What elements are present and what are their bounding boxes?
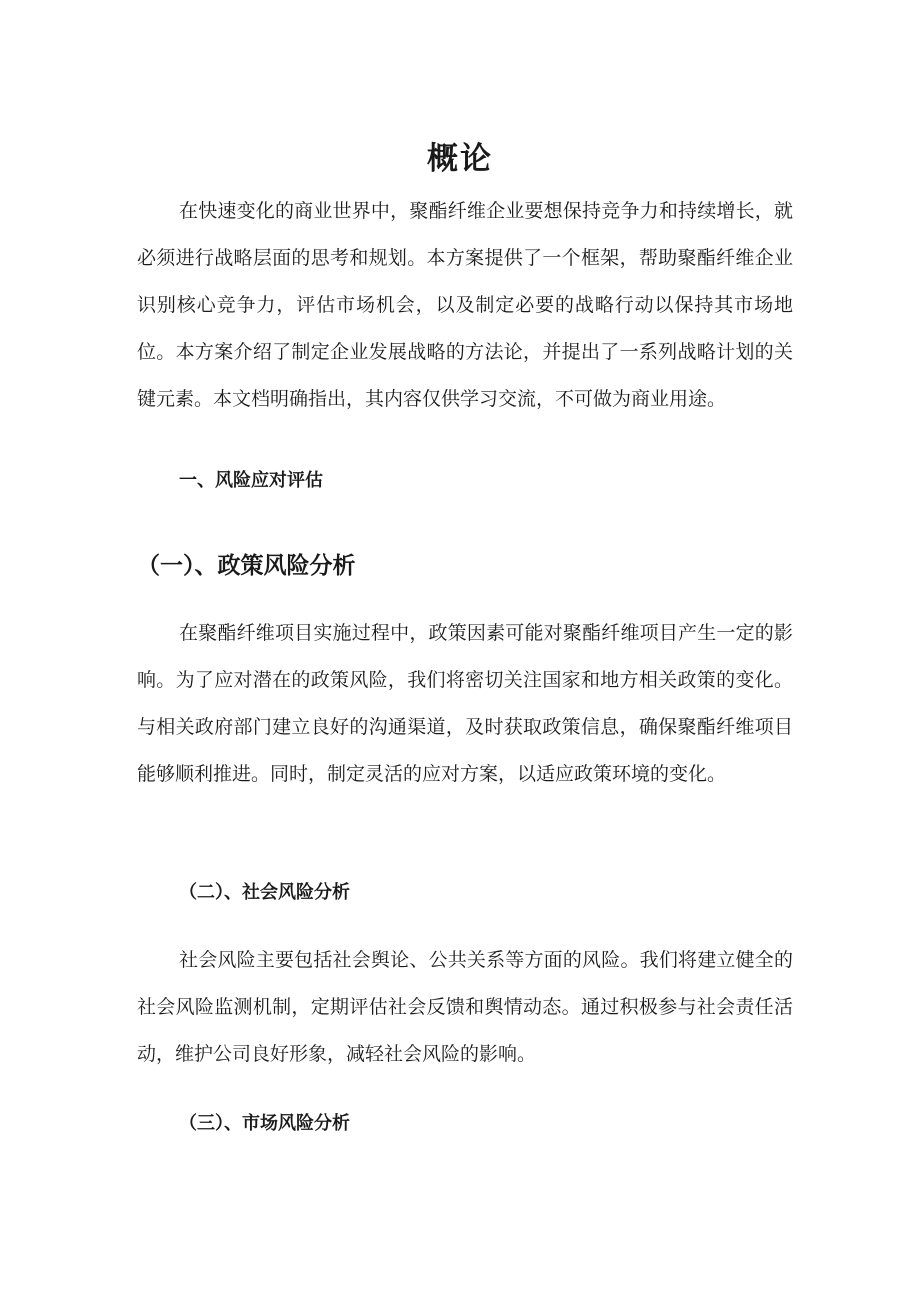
intro-paragraph: 在快速变化的商业世界中，聚酯纤维企业要想保持竞争力和持续增长，就必须进行战略层面的思考和规划。本方案提供了一个框架，帮助聚酯纤维企业识别核心竞争力，评估市场机会，以及制定必要的战略行动以保持其市场地位。本方案介绍了制定企业发展战略的方法论，并提出了一系列战略计划的关键元素。本文档明确指出，其内容仅供学习交流，不可做为商业用途。 (137, 200, 793, 410)
subsection-heading-market-risk: （三）、市场风险分析 (179, 1113, 350, 1134)
subsection-heading-policy-risk: （一）、政策风险分析 (137, 552, 356, 579)
section-heading-risk-assessment: 一、风险应对评估 (179, 470, 323, 491)
social-risk-paragraph: 社会风险主要包括社会舆论、公共关系等方面的风险。我们将建立健全的社会风险监测机制，定期评估社会反馈和舆情动态。通过积极参与社会责任活动，维护公司良好形象，减轻社会风险的影响。 (137, 949, 793, 1065)
document-title: 概论 (427, 140, 493, 177)
policy-risk-paragraph: 在聚酯纤维项目实施过程中，政策因素可能对聚酯纤维项目产生一定的影响。为了应对潜在的政策风险，我们将密切关注国家和地方相关政策的变化。与相关政府部门建立良好的沟通渠道，及时获取政策信息，确保聚酯纤维项目能够顺利推进。同时，制定灵活的应对方案，以适应政策环境的变化。 (137, 622, 793, 785)
subsection-heading-social-risk: （二）、社会风险分析 (179, 882, 350, 903)
